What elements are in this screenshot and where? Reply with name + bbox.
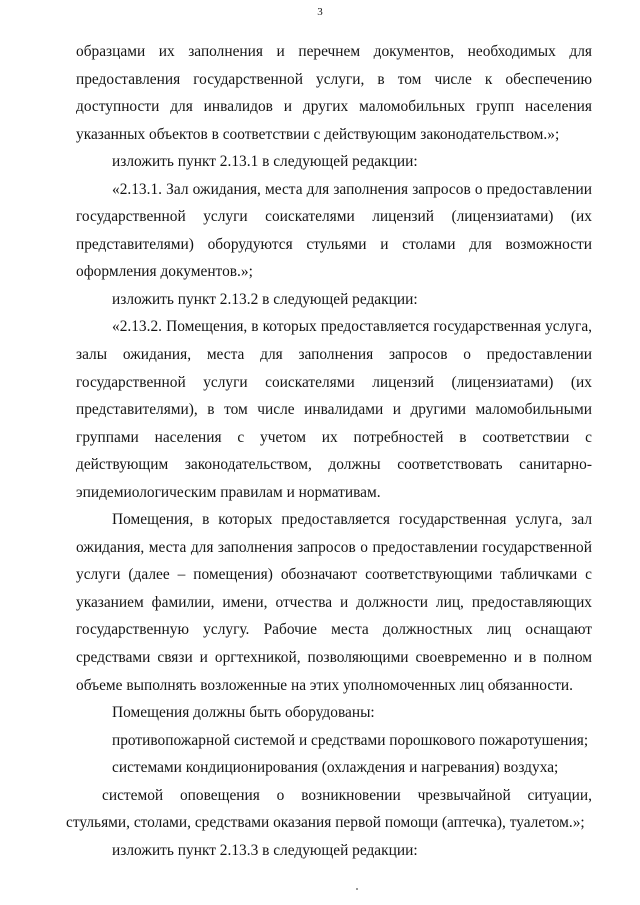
document-body bbox=[66, 38, 592, 864]
paragraph-amend-2-13-3: изложить пункт 2.13.3 в следующей редакции: bbox=[112, 841, 418, 859]
paragraph-fire-protection: противопожарной системой и средствами порошкового пожаротушения; bbox=[112, 731, 589, 749]
paragraph-alert-system: системой оповещения о возникновении чрезвычайной ситуации, стульями, столами, средствами оказания первой помощи (аптечка), туалетом.»; bbox=[66, 786, 592, 832]
paragraph-air-conditioning: системами кондиционирования (охлаждения и нагревания) воздуха; bbox=[112, 759, 559, 777]
paragraph-amend-2-13-2: изложить пункт 2.13.2 в следующей редакции: bbox=[112, 290, 418, 308]
paragraph-premises-signage: Помещения, в которых предоставляется государственная услуга, зал ожидания, места для заполнения запросов о предоставлении государственной услуги (далее – помещения) обозначают соответствующими табличками с указанием фамилии, имени, отчества и должности лиц, предоставляющих государственную услугу. Рабочие места должностных лиц оснащают средствами связи и оргтехникой, позволяющими своевременно и в полном объеме выполнять возложенные на этих уполномоченных лиц обязанности. bbox=[76, 511, 592, 694]
scan-speck bbox=[356, 888, 358, 890]
paragraph-clause-2-13-2: «2.13.2. Помещения, в которых предоставляется государственная услуга, залы ожидания, места для заполнения запросов о предоставлении государственной услуги соискателями лицензий (лицензиатами) (их представителями), в том числе инвалидами и другими маломобильными группами населения с учетом их потребностей в соответствии с действующим законодательством, должны соответствовать санитарно-эпидемиологическим правилам и нормативам. bbox=[76, 318, 592, 501]
page-number: 3 bbox=[317, 6, 323, 18]
paragraph-documents-list-end: образцами их заполнения и перечнем документов, необходимых для предоставления государственной услуги, в том числе к обеспечению доступности для инвалидов и других маломобильных групп населения указанных объектов в соответствии с действующим законодательством.»; bbox=[76, 43, 592, 143]
paragraph-premises-equipment-intro: Помещения должны быть оборудованы: bbox=[112, 704, 375, 722]
paragraph-amend-2-13-1: изложить пункт 2.13.1 в следующей редакции: bbox=[112, 153, 418, 171]
paragraph-clause-2-13-1: «2.13.1. Зал ожидания, места для заполнения запросов о предоставлении государственной услуги соискателями лицензий (лицензиатами) (их представителями) оборудуются стульями и столами для возможности оформления документов.»; bbox=[76, 180, 592, 281]
